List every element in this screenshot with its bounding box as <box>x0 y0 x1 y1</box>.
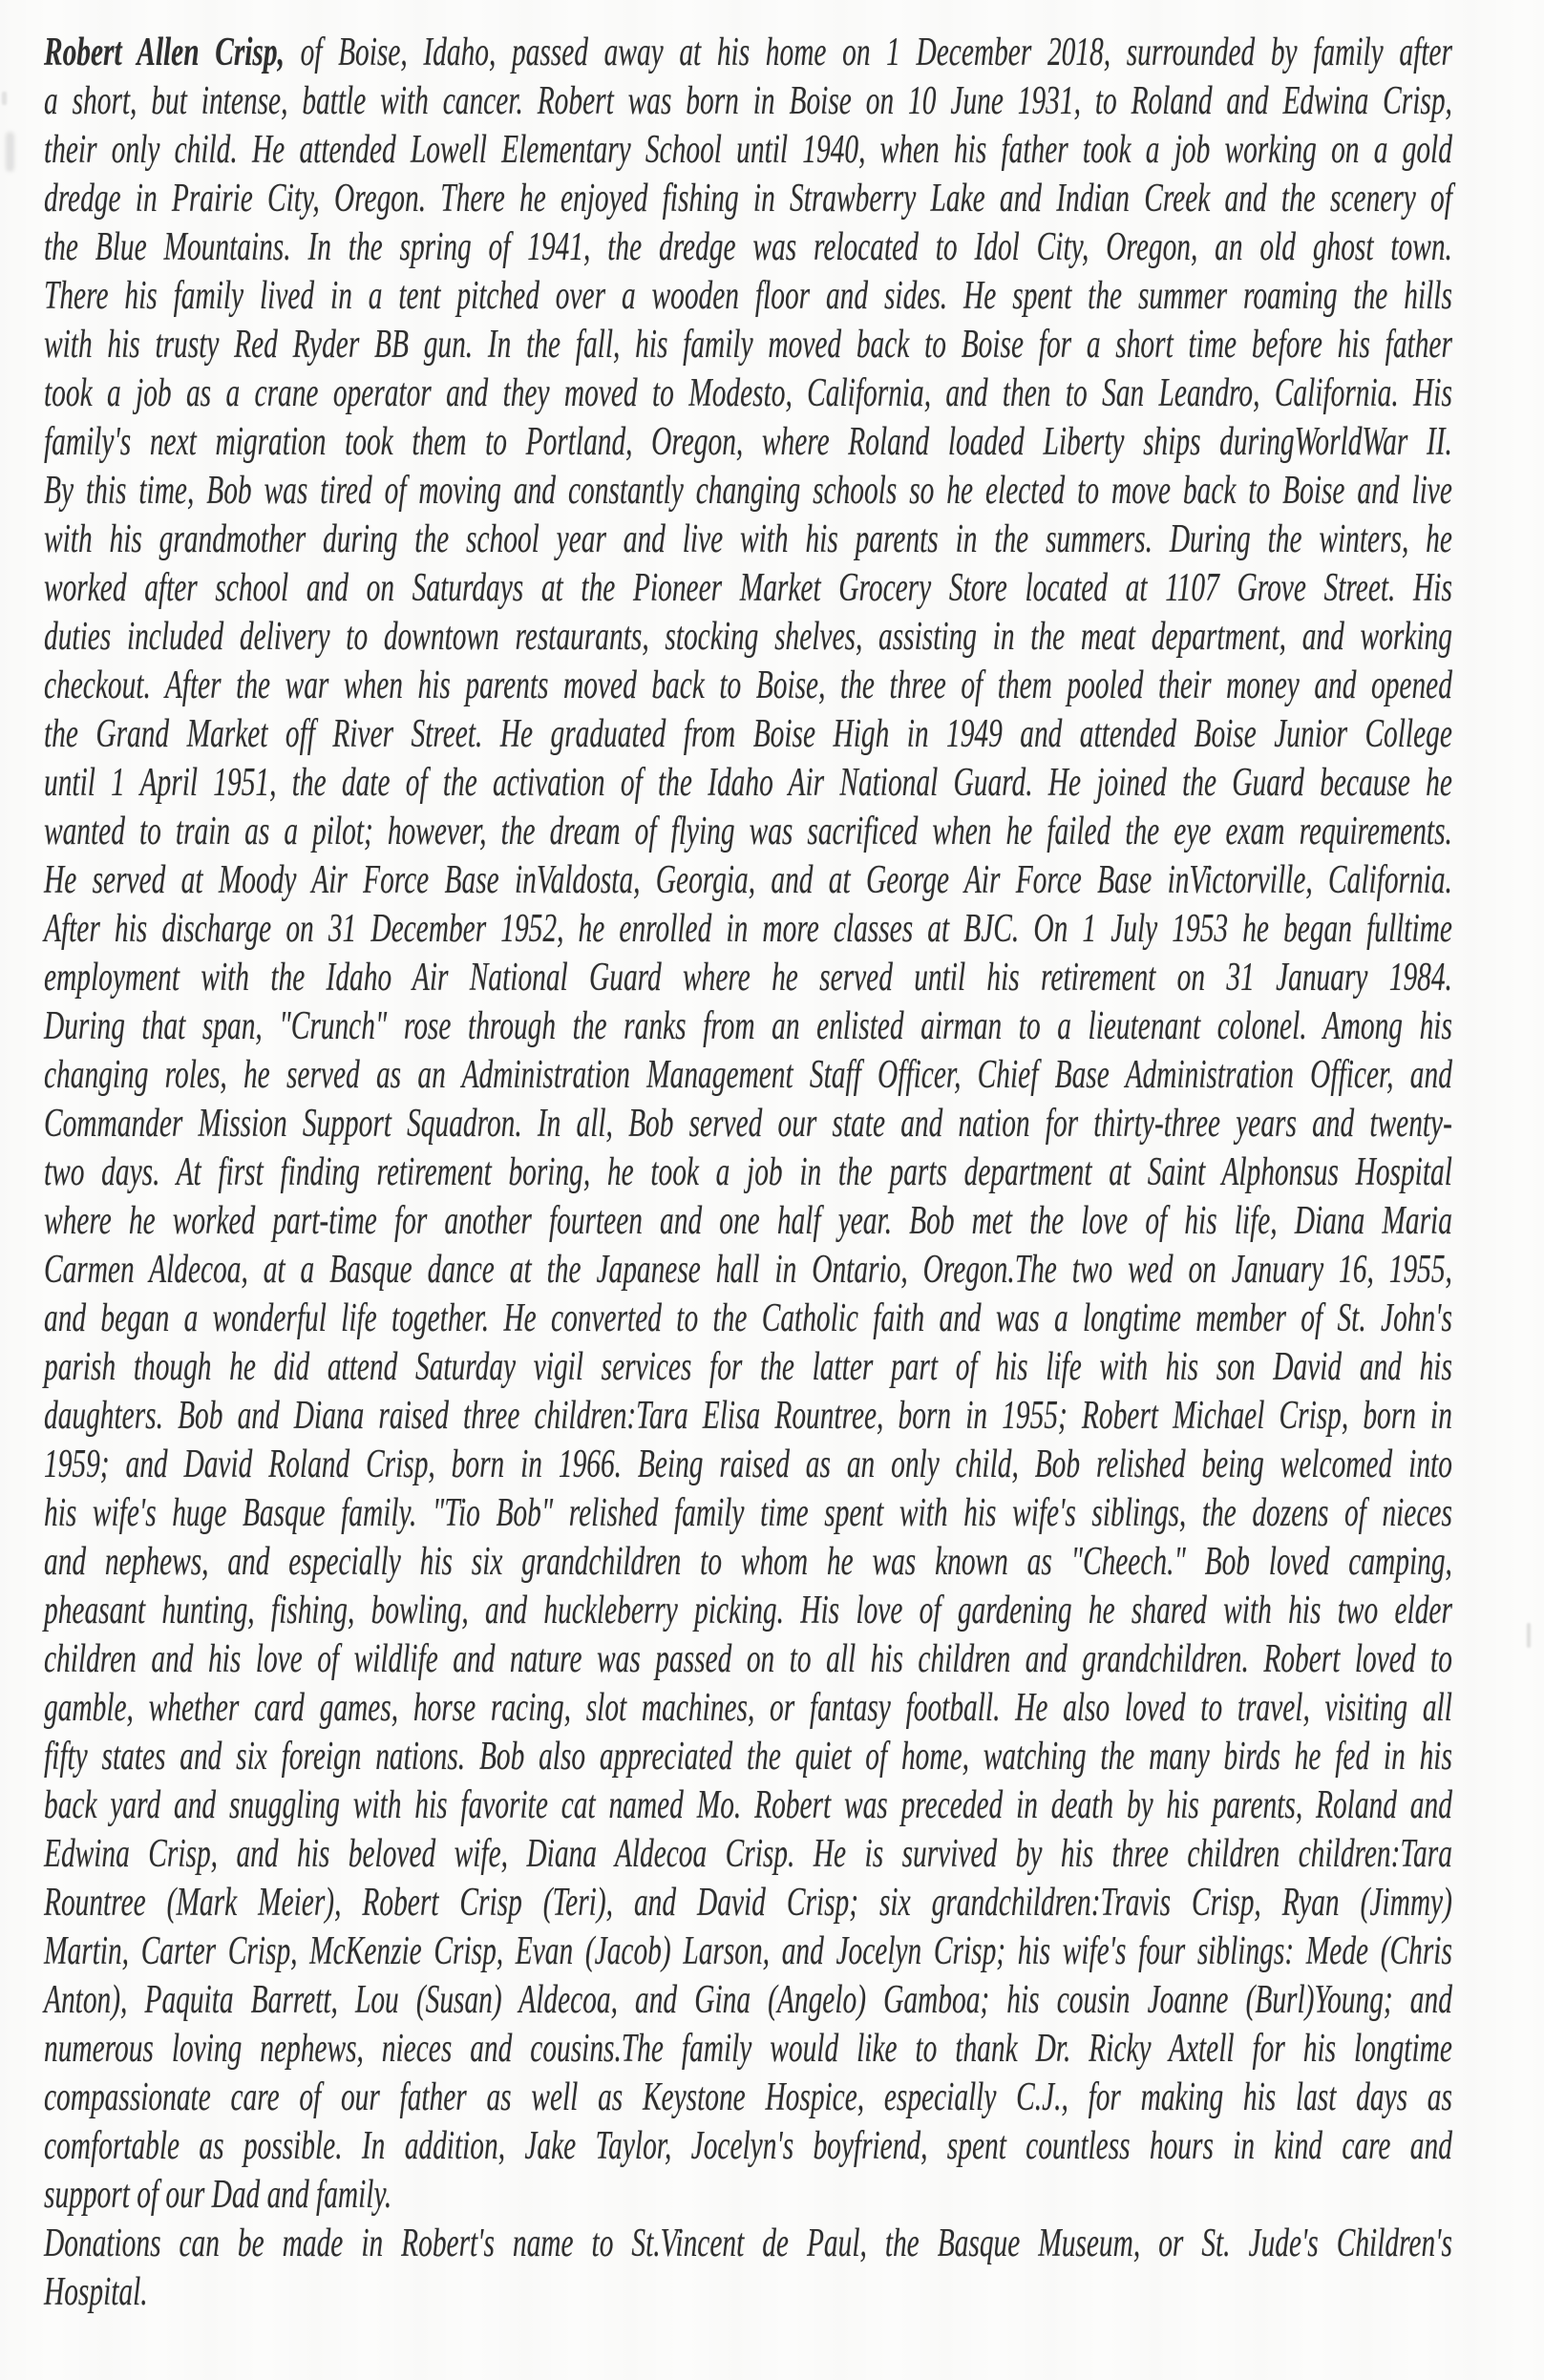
text-line: comfortable as possible. In addition, Jake Taylor, Jocelyn's boyfriend, spent countless hours in kind care and <box>44 2124 1452 2168</box>
text-line: two days. At first finding retirement boring, he took a job in the parts department at Saint Alphonsus Hospital <box>44 1150 1452 1194</box>
deceased-name: Robert Allen Crisp, <box>44 31 285 74</box>
text-line: with his grandmother during the school year and live with his parents in the summers. During the winters, he <box>44 517 1452 561</box>
text-line: where he worked part-time for another fourteen and one half year. Bob met the love of his life, Diana Maria <box>44 1199 1452 1243</box>
text-line: pheasant hunting, fishing, bowling, and huckleberry picking. His love of gardening he shared with his two elder <box>44 1589 1452 1632</box>
text-line: fifty states and six foreign nations. Bob also appreciated the quiet of home, watching the many birds he fed in his <box>44 1735 1452 1779</box>
text-line: with his trusty Red Ryder BB gun. In the fall, his family moved back to Boise for a short time before his father <box>44 323 1452 367</box>
text-line: gamble, whether card games, horse racing, slot machines, or fantasy football. He also loved to travel, visiting all <box>44 1686 1452 1730</box>
text-line: Donations can be made in Robert's name to St.Vincent de Paul, the Basque Museum, or St. Jude's Children's <box>44 2222 1452 2265</box>
text-line: duties included delivery to downtown restaurants, stocking shelves, assisting in the meat department, and working <box>44 615 1452 659</box>
line-text: of Boise, Idaho, passed away at his home on 1 December 2018, surrounded by family after <box>284 31 1452 74</box>
text-line: By this time, Bob was tired of moving and constantly changing schools so he elected to move back to Boise and live <box>44 469 1452 513</box>
scan-artifact <box>1527 1623 1531 1648</box>
text-line: compassionate care of our father as well as Keystone Hospice, especially C.J., for making his last days as <box>44 2075 1452 2119</box>
text-line: After his discharge on 31 December 1952, he enrolled in more classes at BJC. On 1 July 1953 he began fulltime <box>44 907 1452 951</box>
text-line <box>44 29 1452 77</box>
text-line: Rountree (Mark Meier), Robert Crisp (Teri), and David Crisp; six grandchildren:Travis Crisp, Ryan (Jimmy) <box>44 1881 1452 1925</box>
text-line: and nephews, and especially his six grandchildren to whom he was known as "Cheech." Bob loved camping, <box>44 1540 1452 1584</box>
text-line: daughters. Bob and Diana raised three children:Tara Elisa Rountree, born in 1955; Robert Michael Crisp, born in <box>44 1394 1452 1438</box>
text-line: worked after school and on Saturdays at the Pioneer Market Grocery Store located at 1107 Grove Street. His <box>44 566 1452 610</box>
obituary-paragraph <box>44 29 1452 2220</box>
text-line: Anton), Paquita Barrett, Lou (Susan) Aldecoa, and Gina (Angelo) Gamboa; his cousin Joanne (Burl)Young; and <box>44 1978 1452 2022</box>
text-line: the Grand Market off River Street. He graduated from Boise High in 1949 and attended Boise Junior College <box>44 712 1452 756</box>
text-block <box>44 29 1452 2317</box>
donations-paragraph <box>44 2220 1452 2317</box>
scan-artifact <box>6 132 14 172</box>
text-line: There his family lived in a tent pitched over a wooden floor and sides. He spent the summer roaming the hills <box>44 274 1452 318</box>
text-line: Hospital. <box>44 2270 148 2314</box>
text-line: checkout. After the war when his parents moved back to Boise, the three of them pooled their money and opened <box>44 663 1452 707</box>
text-line: Martin, Carter Crisp, McKenzie Crisp, Evan (Jacob) Larson, and Jocelyn Crisp; his wife's four siblings: Mede (Chris <box>44 1929 1452 1973</box>
text-line: changing roles, he served as an Administration Management Staff Officer, Chief Base Administration Officer, and <box>44 1053 1452 1097</box>
text-line: dredge in Prairie City, Oregon. There he enjoyed fishing in Strawberry Lake and Indian Creek and the scenery of <box>44 177 1452 221</box>
scan-artifact <box>2 92 7 105</box>
text-line: support of our Dad and family. <box>44 2173 392 2217</box>
text-line: their only child. He attended Lowell Elementary School until 1940, when his father took a job working on a gold <box>44 128 1452 172</box>
text-line: family's next migration took them to Portland, Oregon, where Roland loaded Liberty ships duringWorldWar II. <box>44 420 1452 464</box>
text-line: wanted to train as a pilot; however, the dream of flying was sacrificed when he failed the eye exam requirements. <box>44 810 1452 853</box>
text-line: Edwina Crisp, and his beloved wife, Diana Aldecoa Crisp. He is survived by his three children children:Tara <box>44 1832 1452 1876</box>
text-line: a short, but intense, battle with cancer. Robert was born in Boise on 10 June 1931, to Roland and Edwina Crisp, <box>44 79 1452 123</box>
text-line: Carmen Aldecoa, at a Basque dance at the Japanese hall in Ontario, Oregon.The two wed on January 16, 1955, <box>44 1248 1452 1292</box>
text-line: took a job as a crane operator and they moved to Modesto, California, and then to San Leandro, California. His <box>44 371 1452 415</box>
text-line: numerous loving nephews, nieces and cousins.The family would like to thank Dr. Ricky Axtell for his longtime <box>44 2027 1452 2071</box>
text-line: He served at Moody Air Force Base inValdosta, Georgia, and at George Air Force Base inVictorville, California. <box>44 858 1452 902</box>
text-line: 1959; and David Roland Crisp, born in 1966. Being raised as an only child, Bob relished being welcomed into <box>44 1443 1452 1486</box>
text-line: parish though he did attend Saturday vigil services for the latter part of his life with his son David and his <box>44 1345 1452 1389</box>
text-line: and began a wonderful life together. He converted to the Catholic faith and was a longtime member of St. John's <box>44 1296 1452 1340</box>
text-line: until 1 April 1951, the date of the activation of the Idaho Air National Guard. He joined the Guard because he <box>44 761 1452 805</box>
text-line: back yard and snuggling with his favorite cat named Mo. Robert was preceded in death by his parents, Roland and <box>44 1783 1452 1827</box>
text-line: children and his love of wildlife and nature was passed on to all his children and grandchildren. Robert loved to <box>44 1637 1452 1681</box>
text-line: Commander Mission Support Squadron. In all, Bob served our state and nation for thirty-three years and twenty- <box>44 1102 1452 1146</box>
text-line: employment with the Idaho Air National Guard where he served until his retirement on 31 January 1984. <box>44 956 1452 1000</box>
text-line: During that span, "Crunch" rose through the ranks from an enlisted airman to a lieutenant colonel. Among his <box>44 1004 1452 1048</box>
text-line: his wife's huge Basque family. "Tio Bob" relished family time spent with his wife's siblings, the dozens of nieces <box>44 1491 1452 1535</box>
text-line: the Blue Mountains. In the spring of 1941, the dredge was relocated to Idol City, Oregon, an old ghost town. <box>44 225 1452 269</box>
